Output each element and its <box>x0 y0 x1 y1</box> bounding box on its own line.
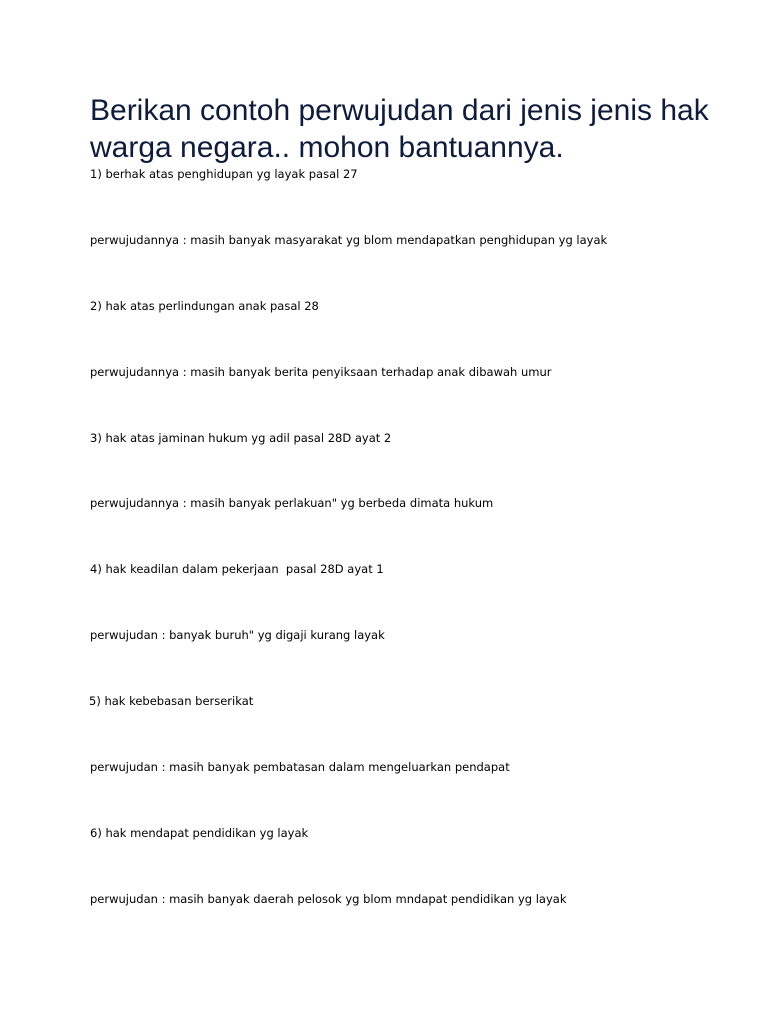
right-item-4: 4) hak keadilan dalam pekerjaan pasal 28D ayat 1 <box>90 562 384 576</box>
realization-item-3: perwujudannya : masih banyak perlakuan" yg berbeda dimata hukum <box>90 496 494 510</box>
realization-item-6: perwujudan : masih banyak daerah pelosok yg blom mndapat pendidikan yg layak <box>90 892 567 906</box>
right-item-5: 5) hak kebebasan berserikat <box>89 694 254 708</box>
realization-item-4: perwujudan : banyak buruh" yg digaji kurang layak <box>90 628 385 642</box>
right-item-2: 2) hak atas perlindungan anak pasal 28 <box>90 299 319 313</box>
page-title: Berikan contoh perwujudan dari jenis jenis hak warga negara.. mohon bantuannya. <box>90 94 709 164</box>
realization-item-2: perwujudannya : masih banyak berita penyiksaan terhadap anak dibawah umur <box>90 365 552 379</box>
realization-item-1: perwujudannya : masih banyak masyarakat yg blom mendapatkan penghidupan yg layak <box>90 233 608 247</box>
right-item-6: 6) hak mendapat pendidikan yg layak <box>90 826 309 840</box>
right-item-1: 1) berhak atas penghidupan yg layak pasal 27 <box>90 167 358 181</box>
right-item-3: 3) hak atas jaminan hukum yg adil pasal 28D ayat 2 <box>90 431 392 445</box>
realization-item-5: perwujudan : masih banyak pembatasan dalam mengeluarkan pendapat <box>90 760 510 774</box>
